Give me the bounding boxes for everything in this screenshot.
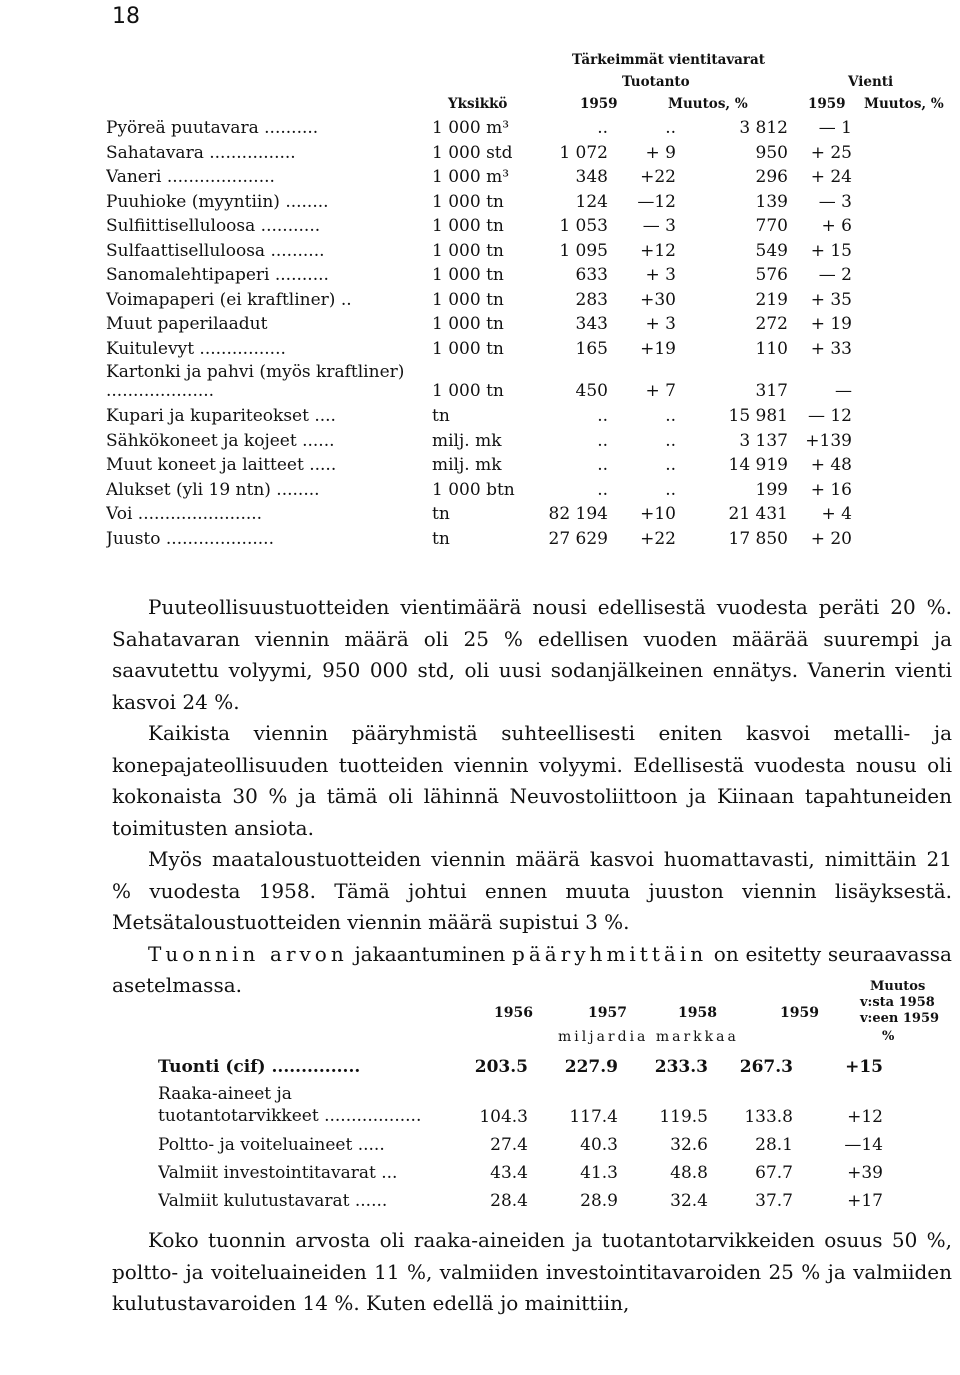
row-label: Sulfiittiselluloosa ........... [106, 216, 321, 237]
row-1958: 48.8 [670, 1163, 708, 1183]
row-export: 14 919 [728, 455, 788, 476]
table-row [106, 527, 952, 552]
row-production: .. [597, 455, 608, 476]
row-production-change: .. [665, 479, 676, 500]
row-production-change: + 9 [645, 142, 676, 163]
col-1958: 1958 [678, 1005, 717, 1021]
row-export: 317 [755, 381, 788, 401]
row-label: Valmiit investointitavarat ... [158, 1163, 398, 1183]
row-label: Sähkökoneet ja kojeet ...... [106, 430, 335, 451]
row-export-change: — 12 [807, 406, 852, 427]
row-1956: 43.4 [490, 1163, 528, 1183]
row-1958: 233.3 [654, 1057, 708, 1077]
row-change: +17 [847, 1191, 883, 1211]
col-change-3: v:een 1959 [860, 1011, 940, 1026]
row-export: 950 [755, 142, 788, 163]
phrase-tail: on esitetty seuraavassa asetelmassa. [112, 941, 952, 997]
row-1956: 104.3 [479, 1107, 528, 1127]
row-export-change: + 24 [810, 167, 852, 188]
units-label: miljardia markkaa [558, 1029, 739, 1045]
row-export: 549 [755, 240, 788, 261]
row-unit: 1 000 m³ [432, 118, 510, 139]
row-export: 21 431 [728, 504, 788, 525]
row-unit: 1 000 tn [432, 265, 504, 286]
table-row [106, 453, 952, 478]
row-production: 1 095 [559, 240, 608, 261]
col-change-1: Muutos [870, 979, 926, 994]
row-label: Sahatavara ................ [106, 142, 296, 163]
row-unit: 1 000 btn [432, 479, 515, 500]
export-table-body [106, 116, 952, 551]
row-unit: 1 000 m³ [432, 167, 510, 188]
row-production: 82 194 [548, 504, 608, 525]
row-production-change: .. [665, 430, 676, 451]
export-goods-table [106, 52, 952, 551]
import-table-body [158, 1053, 948, 1215]
table-row [106, 429, 952, 454]
row-label: Raaka-aineet ja tuotantotarvikkeet .................. [158, 1084, 422, 1126]
row-label: Valmiit kulutustavarat ...... [158, 1191, 388, 1211]
row-1957: 28.9 [580, 1191, 618, 1211]
row-production: .. [597, 479, 608, 500]
row-production: 1 053 [559, 216, 608, 237]
row-unit: 1 000 tn [432, 240, 504, 261]
row-1959: 37.7 [755, 1191, 793, 1211]
import-table [158, 979, 948, 1215]
table-row [158, 1187, 948, 1215]
row-1956: 27.4 [490, 1135, 528, 1155]
row-production-change: —12 [637, 191, 676, 212]
row-label: Kupari ja kupariteokset .... [106, 406, 336, 427]
row-export: 3 812 [739, 118, 788, 139]
row-unit: 1 000 tn [432, 191, 504, 212]
col-1959: 1959 [780, 1005, 819, 1021]
row-label: Puuhioke (myyntiin) ........ [106, 191, 329, 212]
table-row [158, 1131, 948, 1159]
row-1959: 28.1 [755, 1135, 793, 1155]
row-production-change: +10 [640, 504, 676, 525]
row-export: 15 981 [728, 406, 788, 427]
row-export: 296 [755, 167, 788, 188]
table-row [106, 165, 952, 190]
row-production: 283 [575, 289, 608, 310]
row-export-change: — 3 [818, 191, 852, 212]
row-export-change: +139 [805, 430, 852, 451]
row-production-change: .. [665, 118, 676, 139]
row-1957: 41.3 [580, 1163, 618, 1183]
row-production: 27 629 [548, 528, 608, 549]
row-1958: 119.5 [659, 1107, 708, 1127]
row-export-change: + 35 [810, 289, 852, 310]
row-export-change: + 48 [810, 455, 852, 476]
row-1958: 32.4 [670, 1191, 708, 1211]
row-1959: 133.8 [744, 1107, 793, 1127]
row-export-change: + 25 [810, 142, 852, 163]
col-unit: Yksikkö [448, 96, 508, 112]
row-export-change: + 4 [821, 504, 852, 525]
row-1956: 28.4 [490, 1191, 528, 1211]
row-production-change: + 3 [645, 314, 676, 335]
body-text-2 [112, 1225, 952, 1320]
table-row [106, 312, 952, 337]
table-row [106, 288, 952, 313]
row-production-change: +12 [640, 240, 676, 261]
table-row [106, 404, 952, 429]
table-row [106, 190, 952, 215]
table-title: Tärkeimmät vientitavarat [572, 52, 766, 68]
row-label: Sulfaattiselluloosa .......... [106, 240, 325, 261]
row-export: 110 [755, 338, 788, 359]
row-label: Vaneri .................... [106, 167, 275, 188]
col-exp-year: 1959 [808, 96, 846, 112]
row-production-change: +19 [640, 338, 676, 359]
table-row [106, 263, 952, 288]
row-unit: tn [432, 504, 450, 525]
row-label: Sanomalehtipaperi .......... [106, 265, 329, 286]
group-export: Vienti [848, 74, 894, 90]
row-unit: 1 000 std [432, 142, 513, 163]
row-export: 17 850 [728, 528, 788, 549]
col-exp-change: Muutos, % [864, 96, 944, 112]
row-export-change: + 16 [810, 479, 852, 500]
row-production: 348 [575, 167, 608, 188]
row-production: 450 [575, 381, 608, 401]
row-production-change: + 7 [645, 381, 676, 401]
row-production: 1 072 [559, 142, 608, 163]
col-change-2: v:sta 1958 [860, 995, 935, 1010]
export-table-header [106, 52, 952, 116]
row-production: .. [597, 118, 608, 139]
table-row [106, 502, 952, 527]
paragraph-agri-exports: Myös maataloustuotteiden viennin määrä kasvoi huomattavasti, nimittäin 21 % vuodesta 1958. Tämä johtui ennen muuta juuston viennin lisäyksestä. Metsätaloustuotteiden viennin määrä supistui 3 %. [112, 847, 952, 934]
row-1956: 203.5 [474, 1057, 528, 1077]
col-1957: 1957 [588, 1005, 627, 1021]
table-row [106, 478, 952, 503]
table-row [106, 337, 952, 362]
row-change: —14 [844, 1135, 883, 1155]
row-change: +15 [845, 1057, 883, 1077]
row-label: Voi ....................... [106, 504, 263, 525]
row-change: +39 [847, 1163, 883, 1183]
paragraph-import-shares: Koko tuonnin arvosta oli raaka-aineiden ja tuotantotarvikkeiden osuus 50 %, poltto- ja voiteluaineiden 11 %, valmiiden investointitavaroiden 25 % ja valmiiden kulutustavaroiden 14 %. Kuten edellä jo mainittiin, [112, 1228, 952, 1315]
row-export-change: — [835, 381, 852, 401]
paragraph-metal-exports: Kaikista viennin pääryhmistä suhteellisesti eniten kasvoi metalli- ja konepajateollisuuden tuotteiden viennin volyymi. Edellisestä vuodesta nousu oli kokonaista 30 % ja tämä oli lähinnä Neuvostoliittoon ja Kiinaan tapahtuneiden toimitusten ansiota. [112, 721, 952, 840]
row-label: Kartonki ja pahvi (myös kraftliner) .................... [106, 363, 405, 401]
row-label: Poltto- ja voiteluaineet ..... [158, 1135, 385, 1155]
row-production-change: + 3 [645, 265, 676, 286]
row-export: 770 [755, 216, 788, 237]
row-label: Juusto .................... [106, 528, 274, 549]
spaced-phrase-a: Tuonnin arvon [148, 941, 348, 966]
row-production: 343 [575, 314, 608, 335]
row-production: 124 [575, 191, 608, 212]
row-export-change: — 1 [818, 118, 852, 139]
row-production-change: — 3 [642, 216, 676, 237]
row-export-change: + 19 [810, 314, 852, 335]
row-label: Kuitulevyt ................ [106, 338, 286, 359]
row-unit: milj. mk [432, 430, 502, 451]
row-export: 139 [755, 191, 788, 212]
table-row [106, 214, 952, 239]
group-production: Tuotanto [622, 74, 690, 90]
page-number: 18 [112, 4, 140, 29]
row-production: 165 [575, 338, 608, 359]
row-export: 272 [755, 314, 788, 335]
spaced-phrase-b: pääryhmittäin [512, 941, 708, 966]
body-text [112, 592, 952, 1002]
paragraph-wood-exports: Puuteollisuustuotteiden vientimäärä nousi edellisestä vuodesta peräti 20 %. Sahatavaran viennin määrä oli 25 % edellisen vuoden määrää suurempi ja saavutettu volyymi, 950 000 std, oli uusi sodanjälkeinen ennätys. Vanerin vienti kasvoi 24 %. [112, 595, 952, 714]
import-table-header [158, 979, 948, 1053]
row-label: Pyöreä puutavara .......... [106, 118, 319, 139]
row-change: +12 [847, 1107, 883, 1127]
row-export-change: + 6 [821, 216, 852, 237]
row-production-change: +22 [640, 528, 676, 549]
row-1957: 117.4 [569, 1107, 618, 1127]
table-row [106, 361, 952, 404]
row-1957: 40.3 [580, 1135, 618, 1155]
row-export-change: — 2 [818, 265, 852, 286]
table-row [158, 1053, 948, 1081]
row-unit: 1 000 tn [432, 289, 504, 310]
row-unit: milj. mk [432, 455, 502, 476]
row-label: Muut paperilaadut [106, 314, 268, 335]
row-production: .. [597, 430, 608, 451]
row-production: 633 [575, 265, 608, 286]
row-export-change: + 33 [810, 338, 852, 359]
row-unit: tn [432, 528, 450, 549]
row-export: 576 [755, 265, 788, 286]
col-prod-year: 1959 [580, 96, 618, 112]
col-change-4: % [882, 1029, 895, 1044]
row-production-change: .. [665, 455, 676, 476]
row-1959: 67.7 [755, 1163, 793, 1183]
row-1958: 32.6 [670, 1135, 708, 1155]
table-row [106, 239, 952, 264]
row-export-change: + 20 [810, 528, 852, 549]
row-export-change: + 15 [810, 240, 852, 261]
row-production-change: .. [665, 406, 676, 427]
row-label: Voimapaperi (ei kraftliner) .. [106, 289, 352, 310]
row-production-change: +22 [640, 167, 676, 188]
row-production: .. [597, 406, 608, 427]
table-row [106, 116, 952, 141]
row-1957: 227.9 [564, 1057, 618, 1077]
row-unit: tn [432, 406, 450, 427]
col-prod-change: Muutos, % [668, 96, 748, 112]
row-unit: 1 000 tn [432, 216, 504, 237]
row-export: 199 [755, 479, 788, 500]
row-unit: 1 000 tn [432, 338, 504, 359]
table-row [106, 141, 952, 166]
row-export: 219 [755, 289, 788, 310]
row-1959: 267.3 [739, 1057, 793, 1077]
phrase-mid: jakaantuminen [347, 941, 513, 966]
row-export: 3 137 [739, 430, 788, 451]
row-production-change: +30 [640, 289, 676, 310]
row-unit: 1 000 tn [432, 381, 504, 401]
row-unit: 1 000 tn [432, 314, 504, 335]
table-row [158, 1081, 948, 1131]
row-label: Muut koneet ja laitteet ..... [106, 455, 337, 476]
row-label: Alukset (yli 19 ntn) ........ [106, 479, 320, 500]
table-row [158, 1159, 948, 1187]
row-label: Tuonti (cif) ............... [158, 1057, 361, 1077]
col-1956: 1956 [494, 1005, 533, 1021]
